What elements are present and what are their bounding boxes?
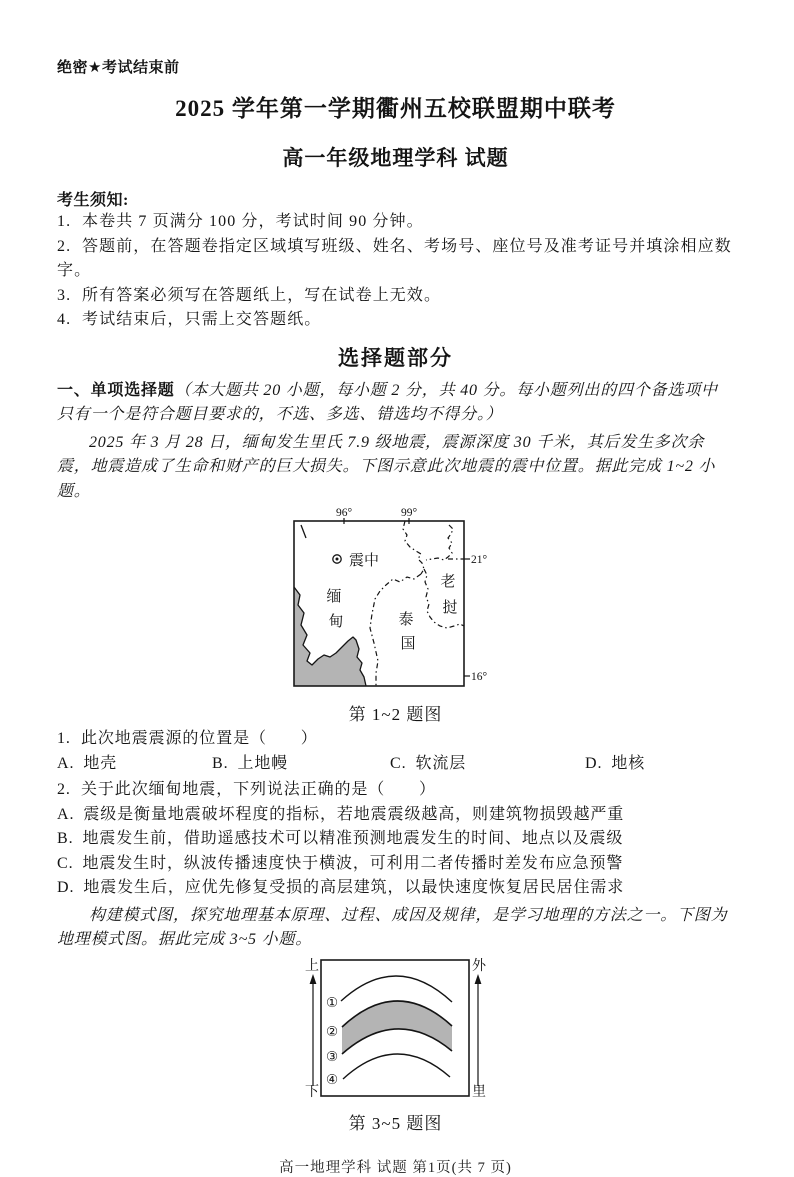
option-b bbox=[57, 827, 734, 852]
notice-item-text: 本卷共 7 页满分 100 分，考试时间 90 分钟。 bbox=[82, 213, 424, 230]
option-b bbox=[212, 752, 390, 777]
up-arrowhead-icon bbox=[309, 974, 316, 984]
curve-label-4: ④ bbox=[325, 1071, 338, 1087]
option-text: 地震发生后，应优先修复受损的高层建筑，以最快速度恢复居民居住需求 bbox=[83, 879, 625, 896]
question-1-stem bbox=[57, 727, 734, 752]
country-label-laos: 挝 bbox=[441, 600, 458, 616]
country-label-laos: 老 bbox=[439, 574, 456, 590]
notice-item-number: 4. bbox=[57, 311, 72, 328]
notice-item-text: 考试结束后，只需上交答题纸。 bbox=[82, 311, 322, 328]
notice-item bbox=[57, 235, 734, 284]
axis-label-down: 下 bbox=[304, 1084, 319, 1100]
option-c bbox=[57, 852, 734, 877]
option-text: 地核 bbox=[611, 754, 646, 772]
question-1-options bbox=[57, 752, 734, 777]
question-text: 关于此次缅甸地震，下列说法正确的是（ ） bbox=[81, 781, 436, 798]
question-2-stem bbox=[57, 778, 734, 803]
figure1-caption: 第 1~2 题图 bbox=[348, 705, 443, 724]
option-label: C. bbox=[390, 754, 407, 772]
option-label: D. bbox=[585, 754, 603, 772]
option-text: 软流层 bbox=[415, 754, 467, 772]
notice-item bbox=[57, 284, 734, 309]
option-label: B. bbox=[212, 754, 229, 772]
curve-label-2: ② bbox=[325, 1023, 338, 1039]
question-text: 此次地震震源的位置是（ ） bbox=[81, 730, 318, 747]
option-label: A. bbox=[57, 754, 75, 772]
figure-model-diagram bbox=[57, 956, 734, 1134]
question-number: 1. bbox=[57, 730, 71, 747]
epicenter-map-svg bbox=[290, 507, 502, 693]
axis-label-up: 上 bbox=[304, 958, 319, 974]
option-text: 上地幔 bbox=[237, 754, 289, 772]
notice-item-number: 3. bbox=[57, 286, 72, 304]
notice-item-text: 所有答案必须写在答题纸上，写在试卷上无效。 bbox=[82, 286, 442, 304]
question-2-options bbox=[57, 803, 734, 901]
option-text: 地震发生时，纵波传播速度快于横波，可利用二者传播时差发布应急预警 bbox=[82, 854, 624, 872]
up-arrowhead-icon bbox=[474, 974, 481, 984]
question-2 bbox=[57, 778, 734, 901]
country-label-myanmar: 缅 bbox=[325, 589, 342, 605]
option-d bbox=[585, 752, 645, 777]
section-one-note: （本大题共 20 小题，每小题 2 分，共 40 分。每小题列出的四个备选项中只有一个是符合题目要求的，不选、多选、错选均不得分。） bbox=[57, 381, 718, 423]
security-classification: 绝密★考试结束前 bbox=[57, 59, 180, 76]
axis-label-outer: 外 bbox=[471, 958, 486, 974]
section-one-intro bbox=[57, 379, 734, 428]
section-heading: 选择题部分 bbox=[338, 345, 453, 370]
epicenter-dot-icon bbox=[335, 558, 338, 561]
option-label: D. bbox=[57, 879, 75, 896]
model-diagram-svg bbox=[301, 956, 491, 1102]
passage-earthquake: 2025 年 3 月 28 日，缅甸发生里氏 7.9 级地震，震源深度 30 千米，其后发生多次余震，地震造成了生命和财产的巨大损失。下图示意此次地震的震中位置。据此完成 1~2 小题。 bbox=[57, 433, 716, 500]
country-label-thailand: 国 bbox=[399, 636, 416, 652]
country-label-myanmar: 甸 bbox=[327, 614, 344, 630]
notice-item-number: 2. bbox=[57, 237, 72, 255]
question-number: 2. bbox=[57, 781, 71, 798]
lon-label: 96° bbox=[335, 507, 352, 519]
notice-item bbox=[57, 210, 734, 235]
option-a bbox=[57, 752, 212, 777]
option-label: C. bbox=[57, 854, 74, 872]
country-label-thailand: 泰 bbox=[397, 612, 414, 628]
figure2-caption: 第 3~5 题图 bbox=[348, 1113, 443, 1133]
lat-label: 16° bbox=[470, 671, 487, 683]
notice-heading: 考生须知: bbox=[57, 192, 129, 209]
notice-item-text: 答题前，在答题卷指定区域填写班级、姓名、考场号、座位号及准考证号并填涂相应数字。 bbox=[57, 237, 732, 279]
curve-label-3: ③ bbox=[325, 1048, 338, 1064]
section-one-title: 一、单项选择题 bbox=[57, 381, 175, 399]
axis-label-inner: 里 bbox=[471, 1084, 486, 1100]
option-a bbox=[57, 803, 734, 828]
option-text: 地壳 bbox=[83, 754, 118, 772]
exam-subtitle: 高一年级地理学科 试题 bbox=[282, 146, 509, 170]
epicenter-label: 震中 bbox=[348, 553, 379, 569]
page-footer: 高一地理学科 试题 第1页(共 7 页) bbox=[279, 1159, 512, 1176]
lon-label: 99° bbox=[400, 507, 417, 519]
question-1 bbox=[57, 727, 734, 776]
option-label: B. bbox=[57, 830, 74, 847]
option-c bbox=[390, 752, 585, 777]
candidate-notice bbox=[57, 187, 734, 333]
option-text: 地震发生前，借助遥感技术可以精准预测地震发生的时间、地点以及震级 bbox=[82, 830, 624, 847]
option-text: 震级是衡量地震破坏程度的指标，若地震震级越高，则建筑物损毁越严重 bbox=[83, 805, 625, 823]
passage-model-diagram: 构建模式图，探究地理基本原理、过程、成因及规律，是学习地理的方法之一。下图为地理模式图。据此完成 3~5 小题。 bbox=[57, 906, 728, 948]
exam-title: 2025 学年第一学期衢州五校联盟期中联考 bbox=[175, 96, 616, 121]
lat-label: 21° bbox=[470, 554, 487, 566]
figure-epicenter-map bbox=[57, 507, 734, 725]
option-d bbox=[57, 876, 734, 901]
curve-label-1: ① bbox=[325, 994, 338, 1010]
option-label: A. bbox=[57, 805, 75, 823]
notice-item bbox=[57, 308, 734, 333]
notice-item-number: 1. bbox=[57, 213, 72, 230]
